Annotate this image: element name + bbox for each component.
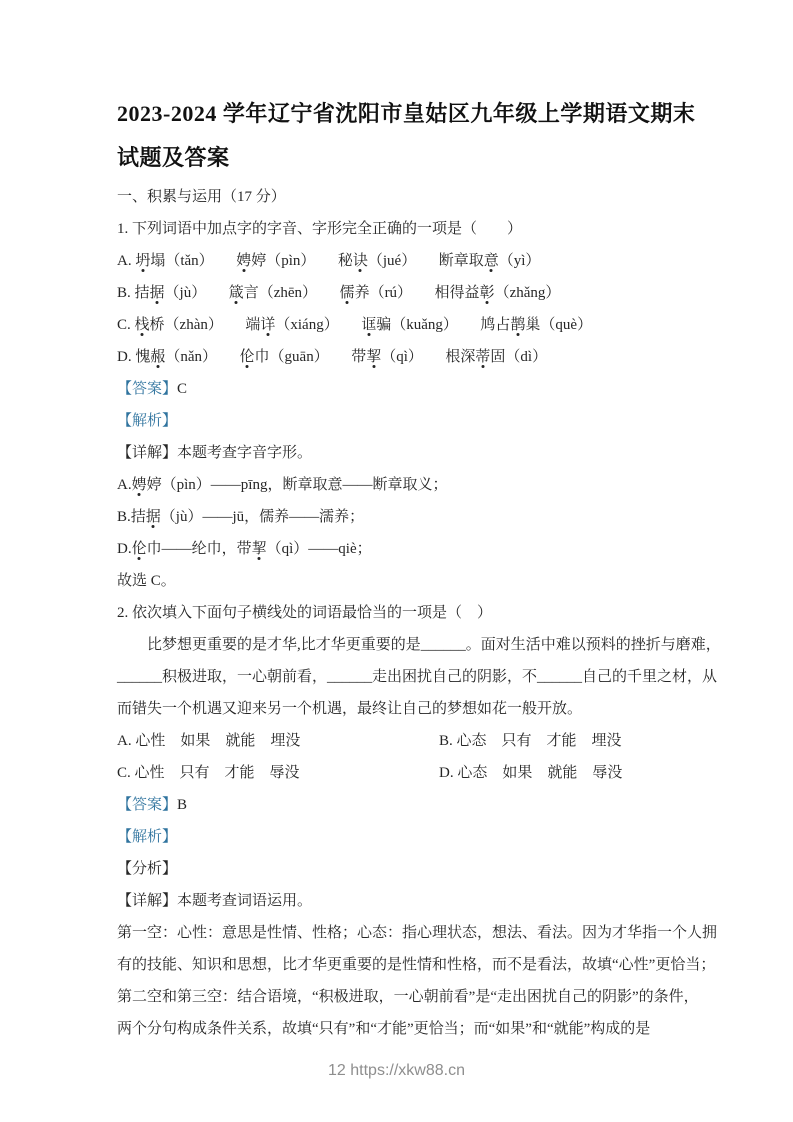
q1-detail-text: 本题考查字音字形。 [177, 445, 313, 461]
q2-option-c: C. 心性 只有 才能 辱没 [117, 765, 300, 781]
q1-explanation-b: B.拮据（jù）——jū，儒养——濡养； [117, 509, 365, 525]
question-1-stem: 1. 下列词语中加点字的字音、字形完全正确的一项是（ ） [117, 221, 523, 237]
q1-answer-line [117, 373, 681, 405]
q2-detail-marker: 【详解】 [117, 893, 178, 909]
q2-explanation-line-4: 两个分句构成条件关系，故填“只有”和“才能”更恰当；而“如果”和“就能”构成的是 [117, 1021, 651, 1037]
q2-passage-line-2: ______积极进取，一心朝前看，______走出困扰自己的阴影，不______自己的千里之材，从 [117, 669, 718, 685]
q2-answer-marker: 【答案】 [117, 797, 178, 813]
q2-passage-line-3: 而错失一个机遇又迎来另一个机遇，最终让自己的梦想如花一般开放。 [117, 701, 583, 717]
q2-fenxi-marker: 【分析】 [117, 861, 178, 877]
q1-explanation-d: D.伦巾——纶巾，带挈（qì）——qiè； [117, 541, 372, 557]
q1-conclusion: 故选 C。 [117, 573, 176, 589]
q2-explanation-line-2: 有的技能、知识和思想，比才华更重要的是性情和性格，而不是看法，故填“心性”更恰当； [117, 957, 716, 973]
q2-options-row-2 [117, 757, 681, 789]
q1-answer-marker: 【答案】 [117, 381, 178, 397]
q1-answer-value: C [177, 381, 188, 397]
q2-jiexi-line [117, 821, 681, 853]
section-heading: 一、积累与运用（17 分） [117, 189, 286, 205]
q1-detail-line [117, 437, 681, 469]
q2-detail-text: 本题考查词语运用。 [177, 893, 313, 909]
q1-detail-marker: 【详解】 [117, 445, 178, 461]
q2-detail-line [117, 885, 681, 917]
q2-option-a: A. 心性 如果 就能 埋没 [117, 733, 301, 749]
q1-option-b: B. 拮据（jù） 箴言（zhēn） 儒养（rú） 相得益彰（zhǎng） [117, 285, 561, 301]
q2-option-b: B. 心态 只有 才能 埋没 [439, 733, 622, 749]
q1-option-a: A. 坍塌（tǎn） 娉婷（pìn） 秘诀（jué） 断章取意（yì） [117, 253, 541, 269]
q1-jiexi-line [117, 405, 681, 437]
exam-title-line-1: 2023-2024 学年辽宁省沈阳市皇姑区九年级上学期语文期末 [117, 101, 696, 126]
page-footer-url: 12 https://xkw88.cn [328, 1062, 465, 1079]
q2-fenxi-line [117, 853, 681, 885]
q1-jiexi-marker: 【解析】 [117, 413, 178, 429]
q2-explanation-line-1: 第一空：心性：意思是性情、性格；心态：指心理状态，想法、看法。因为才华指一个人拥 [117, 925, 718, 941]
q1-option-d: D. 愧赧（nǎn） 伦巾（guān） 带挈（qì） 根深蒂固（dì） [117, 349, 548, 365]
q2-passage-line-1: 比梦想更重要的是才华,比才华更重要的是______。面对生活中难以预料的挫折与磨难， [147, 637, 721, 653]
q2-answer-line [117, 789, 681, 821]
exam-title-line-2: 试题及答案 [117, 145, 230, 170]
document-body [117, 181, 721, 1045]
q2-answer-value: B [177, 797, 188, 813]
question-2-stem: 2. 依次填入下面句子横线处的词语最恰当的一项是（ ） [117, 605, 493, 621]
q1-option-c: C. 栈桥（zhàn） 端详（xiáng） 诓骗（kuǎng） 鸠占鹊巢（què） [117, 317, 593, 333]
q2-jiexi-marker: 【解析】 [117, 829, 178, 845]
q1-explanation-a: A.娉婷（pìn）——pīng，断章取意——断章取义； [117, 477, 448, 493]
q2-option-d: D. 心态 如果 就能 辱没 [439, 765, 623, 781]
document-content [117, 92, 721, 1045]
q2-options-row-1 [117, 725, 681, 757]
q2-explanation-line-3: 第二空和第三空：结合语境，“积极进取，一心朝前看”是“走出困扰自己的阴影”的条件， [117, 989, 699, 1005]
